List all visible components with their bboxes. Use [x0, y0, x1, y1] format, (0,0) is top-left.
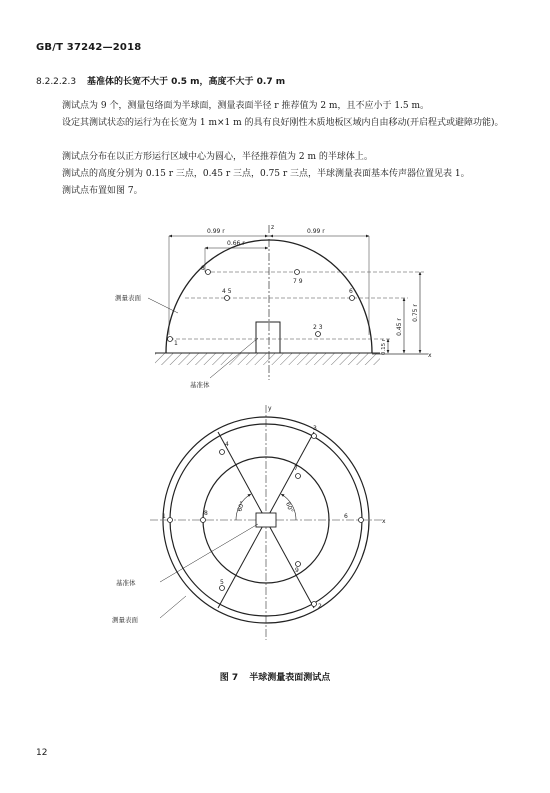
- standard-header: GB/T 37242—2018: [36, 42, 142, 53]
- label-surface-plan: 测量表面: [112, 616, 138, 624]
- figure-title: 半球测量表面测试点: [249, 673, 331, 683]
- dim-099r-left-label: 0.99 r: [207, 228, 225, 235]
- z-axis-label: z: [271, 224, 275, 231]
- paragraph-4: 测试点的高度分别为 0.15 r 三点，0.45 r 三点，0.75 r 三点，半球测量表面基本传声器位置见表 1。: [62, 169, 470, 179]
- reference-body-plan: [256, 513, 276, 527]
- point-79-marker: [295, 270, 300, 275]
- section-number: 8.2.2.2.3: [36, 77, 77, 87]
- point-8-label: 8: [201, 265, 205, 272]
- plan-point-7-label: 7: [294, 465, 298, 472]
- plan-view: [112, 405, 386, 640]
- paragraph-2: 设定其测试状态的运行为在长宽为 1 m×1 m 的具有良好刚性木质地板区域内自由移动(开启程式或避障功能)。: [62, 118, 504, 128]
- point-6-label: 6: [349, 288, 353, 295]
- label-reference-plan: 基准体: [116, 579, 136, 587]
- paragraph-3: 测试点分布在以正方形运行区域中心为圆心，半径推荐值为 2 m 的半球体上。: [62, 152, 373, 162]
- label-reference-top: 基准体: [190, 381, 210, 389]
- plan-point-1: [168, 518, 173, 523]
- plan-point-4: [220, 450, 225, 455]
- plan-point-9-label: 9: [295, 567, 299, 574]
- plan-point-2-label: 2: [318, 603, 322, 610]
- plan-point-6: [359, 518, 364, 523]
- reference-body: [256, 322, 280, 353]
- plan-point-5: [220, 586, 225, 591]
- plan-point-4-label: 4: [225, 441, 229, 448]
- figure-caption: [0, 670, 550, 683]
- paragraph-1: 测试点为 9 个，测量包络面为半球面，测量表面半径 r 推荐值为 2 m，且不应小于 1.5 m。: [62, 101, 430, 111]
- leader-surface-top: [148, 298, 178, 313]
- plan-point-8-label: 8: [204, 510, 208, 517]
- dim-075r-label: 0.75 r: [412, 304, 419, 322]
- paragraph-5: 测试点布置如图 7。: [62, 186, 143, 196]
- point-23-marker: [316, 332, 321, 337]
- point-45-marker: [225, 296, 230, 301]
- point-1-marker: [168, 337, 173, 342]
- y-axis-label: y: [268, 405, 272, 412]
- point-6-marker: [350, 296, 355, 301]
- leader-surface-plan: [160, 596, 186, 618]
- angle-left-label: 60°: [236, 500, 247, 513]
- section-title: 基准体的长宽不大于 0.5 m，高度不大于 0.7 m: [86, 77, 286, 87]
- angle-right-label: 60°: [284, 501, 295, 514]
- plan-point-8: [201, 518, 206, 523]
- plan-point-3: [312, 434, 317, 439]
- plan-point-2: [312, 602, 317, 607]
- ground-hatch: [155, 353, 380, 365]
- plan-point-6-label: 6: [344, 513, 348, 520]
- plan-point-9: [296, 562, 301, 567]
- dim-099r-right-label: 0.99 r: [307, 228, 325, 235]
- point-79-label: 7 9: [293, 278, 303, 285]
- point-45-label: 4 5: [222, 288, 232, 295]
- leader-reference-plan: [160, 524, 258, 582]
- dim-015r-label: 0.15 r: [381, 338, 387, 356]
- point-23-label: 2 3: [313, 324, 323, 331]
- plan-point-3-label: 3: [313, 425, 317, 432]
- plan-point-1-label: 1: [162, 513, 166, 520]
- plan-point-7: [296, 474, 301, 479]
- x-axis-label-plan: x: [382, 518, 386, 525]
- point-8-marker: [206, 270, 211, 275]
- label-surface-top: 测量表面: [115, 294, 141, 302]
- x-axis-label: x: [428, 352, 432, 359]
- page-number: 12: [36, 748, 48, 758]
- dim-045r-label: 0.45 r: [396, 318, 403, 336]
- plan-point-5-label: 5: [220, 579, 224, 586]
- dim-066r-label: 0.66 r: [227, 240, 245, 247]
- figure-number: 图 7: [219, 673, 239, 683]
- point-1-label: 1: [174, 340, 178, 347]
